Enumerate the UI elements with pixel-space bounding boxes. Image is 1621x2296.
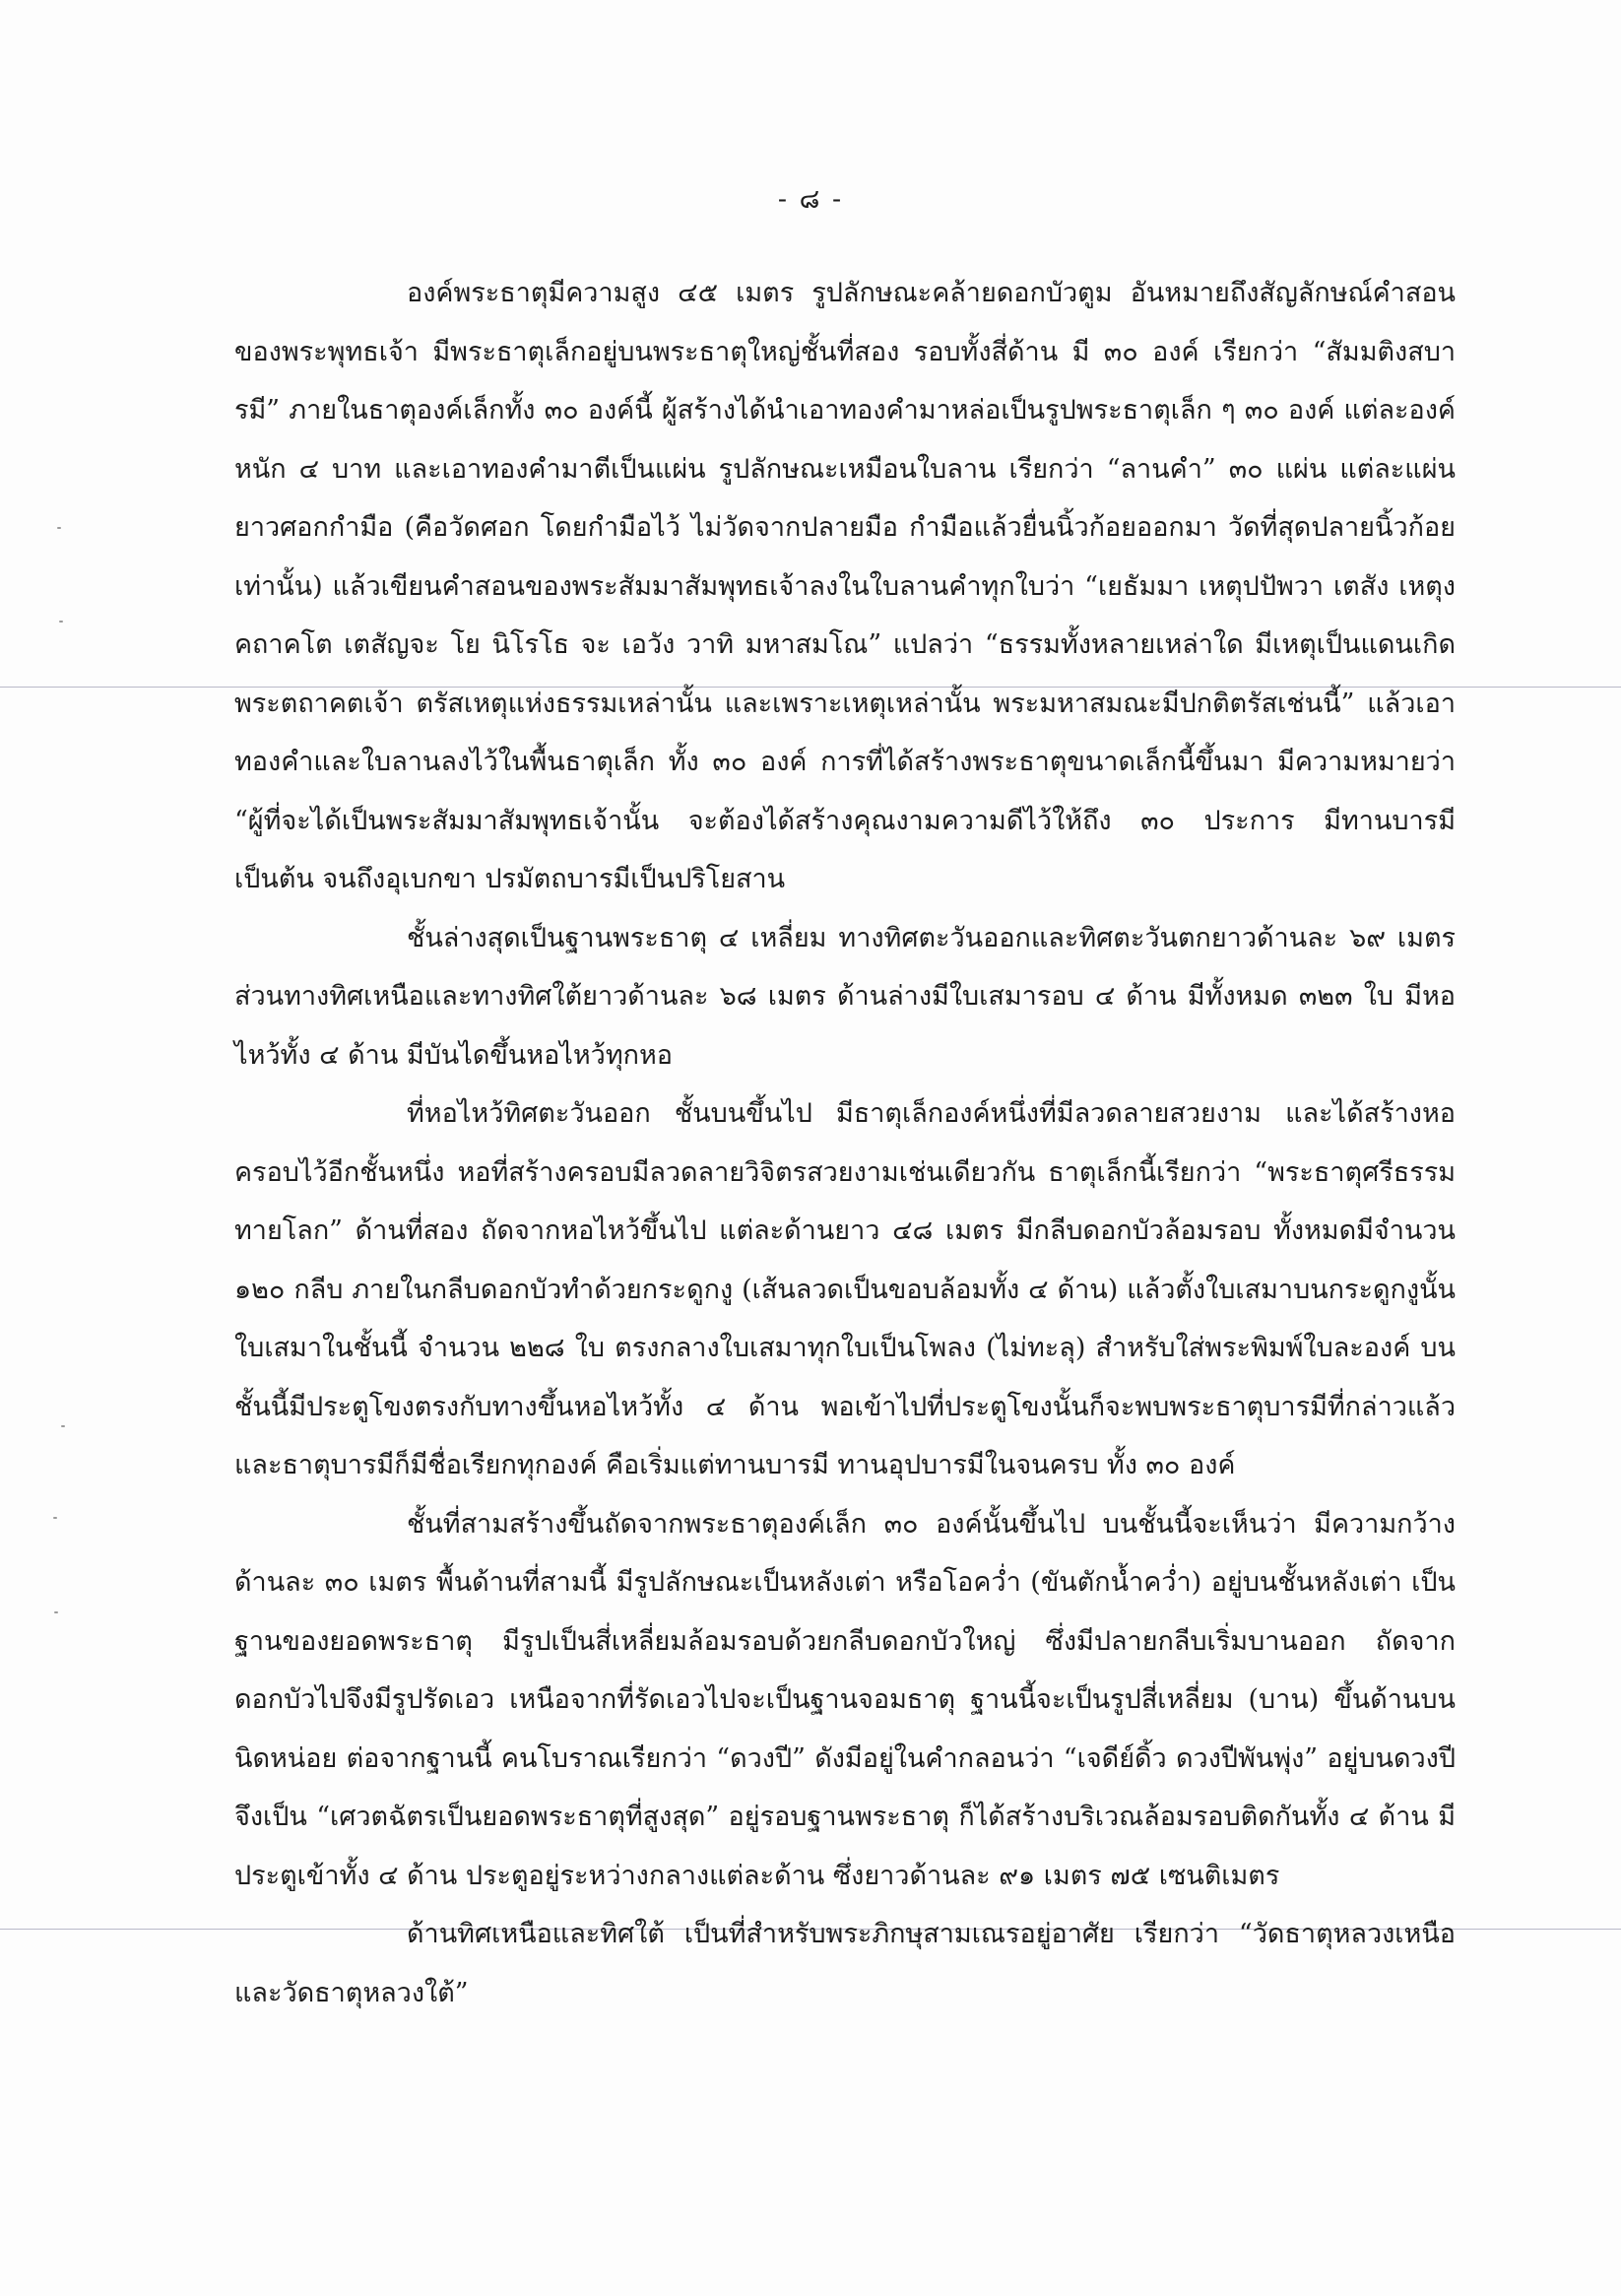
paragraph: องค์พระธาตุมีความสูง ๔๕ เมตร รูปลักษณะคล้ายดอกบัวตูม อันหมายถึงสัญลักษณ์คำสอนของพระพุทธเจ้า มีพระธาตุเล็กอยู่บนพระธาตุใหญ่ชั้นที่สอง รอบทั้งสี่ด้าน มี ๓๐ องค์ เรียกว่า “สัมมติงสบารมี” ภายในธาตุองค์เล็กทั้ง ๓๐ องค์นี้ ผู้สร้างได้นำเอาทองคำมาหล่อเป็นรูปพระธาตุเล็ก ๆ ๓๐ องค์ แต่ละองค์หนัก ๔ บาท และเอาทองคำมาตีเป็นแผ่น รูปลักษณะเหมือนใบลาน เรียกว่า “ลานคำ” ๓๐ แผ่น แต่ละแผ่นยาวศอกกำมือ (คือวัดศอก โดยกำมือไว้ ไม่วัดจากปลายมือ กำมือแล้วยื่นนิ้วก้อยออกมา วัดที่สุดปลายนิ้วก้อยเท่านั้น) แล้วเขียนคำสอนของพระสัมมาสัมพุทธเจ้าลงในใบลานคำทุกใบว่า “เยธัมมา เหตุปปัพวา เตสัง เหตุงคถาคโต เตสัญจะ โย นิโรโธ จะ เอวัง วาทิ มหาสมโณ” แปลว่า “ธรรมทั้งหลายเหล่าใด มีเหตุเป็นแดนเกิด พระตถาคตเจ้า ตรัสเหตุแห่งธรรมเหล่านั้น และเพราะเหตุเหล่านั้น พระมหาสมณะมีปกติตรัสเช่นนี้” แล้วเอาทองคำและใบลานลงไว้ในพื้นธาตุเล็ก ทั้ง ๓๐ องค์ การที่ได้สร้างพระธาตุขนาดเล็กนี้ขึ้นมา มีความหมายว่า “ผู้ที่จะได้เป็นพระสัมมาสัมพุทธเจ้านั้น จะต้องได้สร้างคุณงามความดีไว้ให้ถึง ๓๐ ประการ มีทานบารมี เป็นต้น จนถึงอุเบกขา ปรมัตถบารมีเป็นปริโยสาน	[234, 278, 1456, 894]
page-number: - ๘ -	[777, 184, 844, 215]
paragraph: ด้านทิศเหนือและทิศใต้ เป็นที่สำหรับพระภิกษุสามเณรอยู่อาศัย เรียกว่า “วัดธาตุหลวงเหนือและวัดธาตุหลวงใต้”	[234, 1919, 1456, 2008]
paragraph: ชั้นที่สามสร้างขึ้นถัดจากพระธาตุองค์เล็ก ๓๐ องค์นั้นขึ้นไป บนชั้นนี้จะเห็นว่า มีความกว้างด้านละ ๓๐ เมตร พื้นด้านที่สามนี้ มีรูปลักษณะเป็นหลังเต่า หรือโอคว่ำ (ขันตักน้ำคว่ำ) อยู่บนชั้นหลังเต่า เป็นฐานของยอดพระธาตุ มีรูปเป็นสี่เหลี่ยมล้อมรอบด้วยกลีบดอกบัวใหญ่ ซึ่งมีปลายกลีบเริ่มบานออก ถัดจากดอกบัวไปจึงมีรูปรัดเอว เหนือจากที่รัดเอวไปจะเป็นฐานจอมธาตุ ฐานนี้จะเป็นรูปสี่เหลี่ยม (บาน) ขึ้นด้านบนนิดหน่อย ต่อจากฐานนี้ คนโบราณเรียกว่า “ดวงปี” ดังมีอยู่ในคำกลอนว่า “เจดีย์ดิ้ว ดวงปีพันพุ่ง” อยู่บนดวงปี จึงเป็น “เศวตฉัตรเป็นยอดพระธาตุที่สูงสุด” อยู่รอบฐานพระธาตุ ก็ได้สร้างบริเวณล้อมรอบติดกันทั้ง ๔ ด้าน มีประตูเข้าทั้ง ๔ ด้าน ประตูอยู่ระหว่างกลางแต่ละด้าน ซึ่งยาวด้านละ ๙๑ เมตร ๗๕ เซนติเมตร	[234, 1508, 1456, 1891]
scan-speck	[54, 1611, 58, 1613]
body-text	[234, 264, 1456, 2022]
scan-speck	[61, 1425, 65, 1427]
scan-speck	[59, 621, 63, 623]
scan-speck	[57, 527, 61, 529]
paragraph: ชั้นล่างสุดเป็นฐานพระธาตุ ๔ เหลี่ยม ทางทิศตะวันออกและทิศตะวันตกยาวด้านละ ๖๙ เมตร ส่วนทางทิศเหนือและทางทิศใต้ยาวด้านละ ๖๘ เมตร ด้านล่างมีใบเสมารอบ ๔ ด้าน มีทั้งหมด ๓๒๓ ใบ มีหอไหว้ทั้ง ๔ ด้าน มีบันไดขึ้นหอไหว้ทุกหอ	[234, 922, 1456, 1071]
scan-speck	[53, 1517, 57, 1519]
paragraph: ที่หอไหว้ทิศตะวันออก ชั้นบนขึ้นไป มีธาตุเล็กองค์หนึ่งที่มีลวดลายสวยงาม และได้สร้างหอครอบไว้อีกชั้นหนึ่ง หอที่สร้างครอบมีลวดลายวิจิตรสวยงามเช่นเดียวกัน ธาตุเล็กนี้เรียกว่า “พระธาตุศรีธรรมทายโลก” ด้านที่สอง ถัดจากหอไหว้ขึ้นไป แต่ละด้านยาว ๔๘ เมตร มีกลีบดอกบัวล้อมรอบ ทั้งหมดมีจำนวน ๑๒๐ กลีบ ภายในกลีบดอกบัวทำด้วยกระดูกงู (เส้นลวดเป็นขอบล้อมทั้ง ๔ ด้าน) แล้วตั้งใบเสมาบนกระดูกงูนั้น ใบเสมาในชั้นนี้ จำนวน ๒๒๘ ใบ ตรงกลางใบเสมาทุกใบเป็นโพลง (ไม่ทะลุ) สำหรับใส่พระพิมพ์ใบละองค์ บนชั้นนี้มีประตูโขงตรงกับทางขึ้นหอไหว้ทั้ง ๔ ด้าน พอเข้าไปที่ประตูโขงนั้นก็จะพบพระธาตุบารมีที่กล่าวแล้ว และธาตุบารมีก็มีชื่อเรียกทุกองค์ คือเริ่มแต่ทานบารมี ทานอุปบารมีในจนครบ ทั้ง ๓๐ องค์	[234, 1098, 1456, 1480]
